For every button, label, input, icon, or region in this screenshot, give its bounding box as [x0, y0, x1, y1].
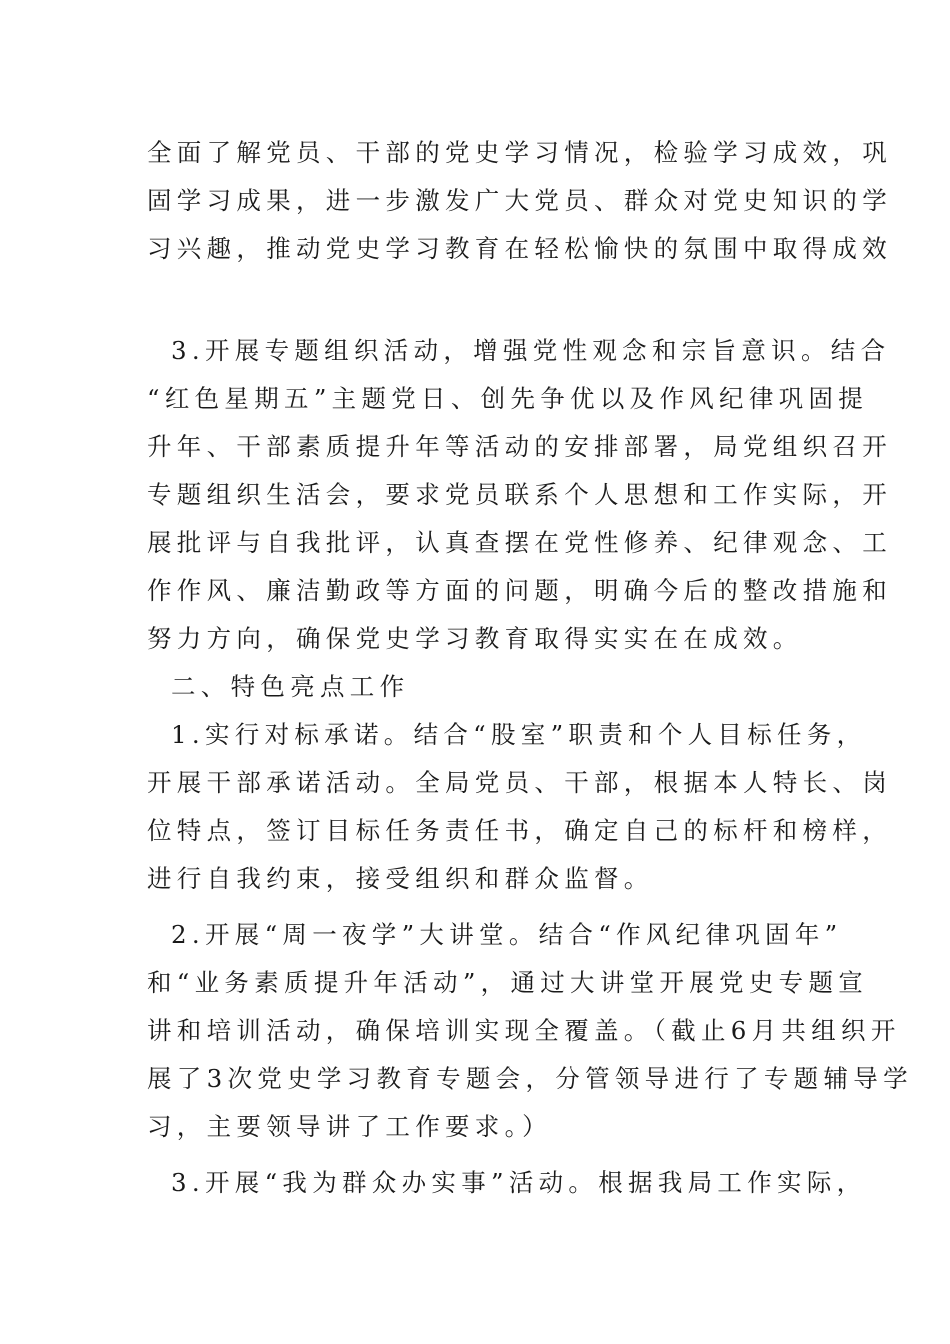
paragraph-line: “红色星期五”主题党日、创先争优以及作风纪律巩固提 [147, 384, 869, 413]
paragraph-line: 展了3次党史学习教育专题会，分管领导进行了专题辅导学 [147, 1064, 913, 1093]
paragraph-line: 1.实行对标承诺。结合“股室”职责和个人目标任务， [171, 720, 867, 749]
paragraph-line: 习兴趣，推动党史学习教育在轻松愉快的氛围中取得成效 [147, 234, 892, 263]
paragraph-line: 3.开展“我为群众办实事”活动。根据我局工作实际， [171, 1168, 867, 1197]
paragraph-line: 习，主要领导讲了工作要求。） [147, 1112, 552, 1141]
paragraph-line: 升年、干部素质提升年等活动的安排部署，局党组织召开 [147, 432, 892, 461]
paragraph-line: 讲和培训活动，确保培训实现全覆盖。（截止6月共组织开 [147, 1016, 901, 1045]
paragraph-line: 2.开展“周一夜学”大讲堂。结合“作风纪律巩固年” [171, 920, 843, 949]
paragraph-line: 固学习成果，进一步激发广大党员、群众对党史知识的学 [147, 186, 892, 215]
section-heading: 二、特色亮点工作 [171, 672, 410, 701]
paragraph-line: 展批评与自我批评，认真查摆在党性修养、纪律观念、工 [147, 528, 892, 557]
paragraph-line: 3.开展专题组织活动，增强党性观念和宗旨意识。结合 [171, 336, 891, 365]
paragraph-line: 专题组织生活会，要求党员联系个人思想和工作实际，开 [147, 480, 892, 509]
paragraph-line: 作作风、廉洁勤政等方面的问题，明确今后的整改措施和 [147, 576, 892, 605]
paragraph-line: 开展干部承诺活动。全局党员、干部，根据本人特长、岗 [147, 768, 892, 797]
paragraph-line: 位特点，签订目标任务责任书，确定自己的标杆和榜样， [147, 816, 892, 845]
paragraph-line: 全面了解党员、干部的党史学习情况，检验学习成效，巩 [147, 138, 892, 167]
paragraph-line: 进行自我约束，接受组织和群众监督。 [147, 864, 654, 893]
paragraph-line: 和“业务素质提升年活动”，通过大讲堂开展党史专题宣 [147, 968, 869, 997]
paragraph-line: 努力方向，确保党史学习教育取得实实在在成效。 [147, 624, 803, 653]
